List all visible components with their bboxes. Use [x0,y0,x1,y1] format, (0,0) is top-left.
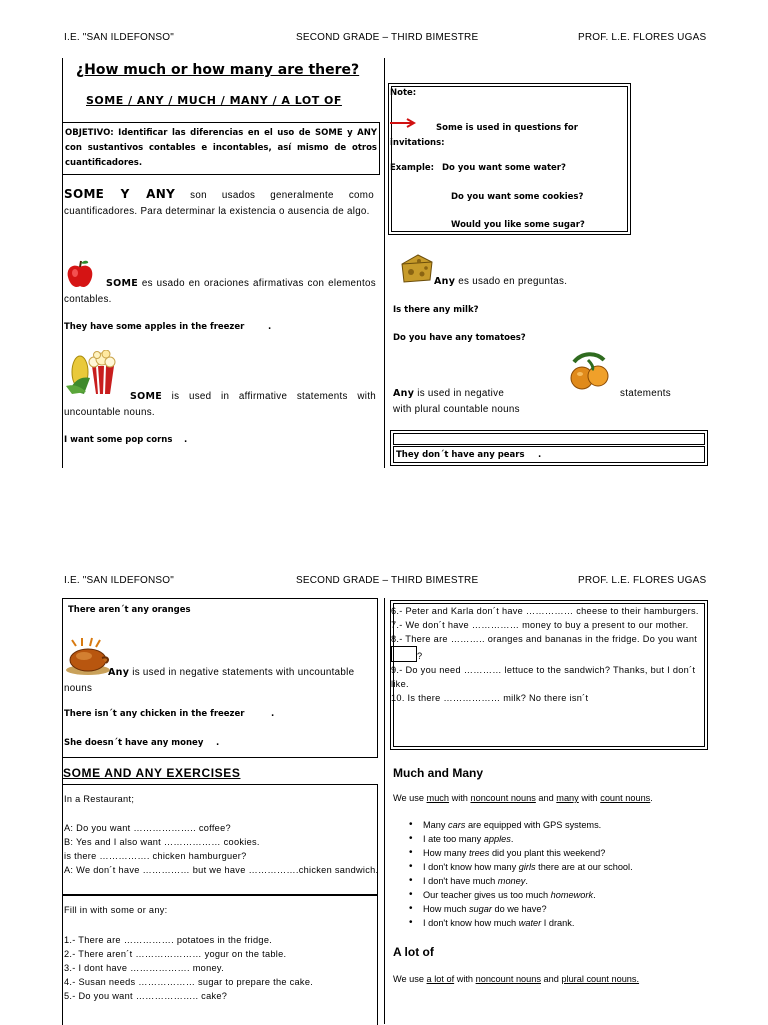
dialogue [64,821,378,877]
list-item: • Our teacher gives us too much homework. [393,888,633,902]
column-divider-2 [384,598,385,1024]
note-example-3: Would you like some sugar? [451,220,585,230]
any-uncountable-text: is used in negative statements with uncountable nouns [64,667,355,694]
some-countable-example: They have some apples in the freezer [64,322,245,332]
list-item: • How many trees did you plant this weekend? [393,846,633,860]
any-word-3: Any [108,667,130,678]
exercise-item: 4.- Susan needs ……………… sugar to prepare the cake. [64,977,314,987]
some-uncountable-text: is used in affirmative statements with uncountable nouns. [64,391,376,418]
any-negative-line [393,388,504,399]
any-negative-example: They don´t have any pears [396,450,525,460]
note-box [391,86,628,232]
some-word-1: SOME [106,278,139,289]
much-many-title: Much and Many [393,766,484,780]
list-item: • I don't know how many girls there are at our school. [393,860,633,874]
much-many-intro: We use much with noncount nouns and many with count nouns. [393,793,653,803]
any-negative-text-b: statements [620,388,671,399]
some-uncountable-paragraph [64,389,376,421]
dialogue-line: A: Do you want ……………….. coffee? [64,823,231,833]
fill-label: Fill in with some or any: [64,905,168,915]
any-negative-text-a: is used in negative [414,388,505,399]
fill-items [64,933,313,1003]
list-item: • I don't know how much water I drank. [393,916,633,930]
some-any-lead: SOME Y ANY [64,187,176,201]
some-any-text: son usados generalmente como cuantificadores. Para determinar la existencia o ausencia de algo. [64,190,375,217]
any-uncountable-example-1: There isn´t any chicken in the freezer [64,709,245,719]
note-text: Some is used in questions for invitations: [390,123,578,148]
teacher-name: PROF. L.E. FLORES UGAS [578,32,707,43]
exercise-item: 2.- There aren´t ………………… yogur on the table. [64,949,287,959]
any-question-example-2: Do you have any tomatoes? [393,333,526,343]
list-item: • I ate too many apples. [393,832,633,846]
any-questions-line [434,276,567,287]
exercise-item: 6.- Peter and Karla don´t have …………… cheese to their hamburgers. [391,606,699,616]
exercise-item: 9.- Do you need ………… lettuce to the sandwich? Thanks, but I don´t like. [391,665,696,689]
dialogue-line: A: We don´t have …………… but we have …………….chicken sandwich. [64,865,379,875]
right-items [391,604,705,705]
dialogue-line: is there ……………. chicken hamburguer? [64,851,247,861]
list-item: • How much sugar do we have? [393,902,633,916]
any-word-2: Any [393,388,415,399]
teacher-name-2: PROF. L.E. FLORES UGAS [578,575,707,586]
list-item: • I don't have much money. [393,874,633,888]
grade-label: SECOND GRADE – THIRD BIMESTRE [296,32,479,43]
objective-box: OBJETIVO: Identificar las diferencias en el uso de SOME y ANY con sustantivos contables e incontables, así mismo de otros cuantificadores. [62,122,380,175]
any-uncountable-example-2: She doesn´t have any money [64,738,204,748]
any-uncountable-paragraph [64,665,376,697]
some-uncountable-example: I want some pop corns [64,435,173,445]
example-box-top [393,433,705,445]
a-lot-of-title: A lot of [393,945,434,959]
note-label: Note: [390,88,417,98]
some-countable-paragraph [64,276,376,308]
school-name-2: I.E. "SAN ILDEFONSO" [64,575,175,586]
exercise-item: 7.- We don´t have …………… money to buy a present to our mother. [391,620,689,630]
any-question-example-1: Is there any milk? [393,305,479,315]
exercises-title: SOME AND ANY EXERCISES [63,766,241,780]
any-negative-text-c: with plural countable nouns [393,404,520,415]
some-countable-text: es usado en oraciones afirmativas con elementos contables. [64,278,376,305]
restaurant-label: In a Restaurant; [64,794,135,804]
exercise-item: 10. Is there ……………… milk? No there isn´t [391,693,589,703]
cheese-icon [400,252,434,284]
page-subtitle: SOME / ANY / MUCH / MANY / A LOT OF [86,94,342,107]
a-lot-of-intro: We use a lot of with noncount nouns and plural count nouns. [393,974,640,984]
exercise-item: 5.- Do you want ……………….. cake? [64,991,228,1001]
exercise-item: 1.- There are ……………. potatoes in the fridge. [64,935,273,945]
dialogue-line: B: Yes and I also want ……………… cookies. [64,837,260,847]
note-example-label: Example: [390,163,435,173]
exercise-item: 3.- I dont have ………………. money. [64,963,224,973]
exercise-item: 8.- There are ……….. oranges and bananas in the fridge. Do you want ? [391,634,698,661]
note-example-1: Do you want some water? [442,163,566,173]
any-questions-text: es usado en preguntas. [455,276,568,287]
some-any-paragraph [64,186,374,220]
left-border [62,58,63,468]
example-list [393,818,633,930]
column-divider [384,58,385,468]
some-word-2: SOME [130,391,163,402]
pears-icon [568,350,612,392]
any-word-1: Any [434,276,456,287]
list-item: • Many cars are equipped with GPS systems. [393,818,633,832]
any-box-title: There aren´t any oranges [68,605,191,615]
school-name: I.E. "SAN ILDEFONSO" [64,32,175,43]
page-title: ¿How much or how many are there? [76,62,360,78]
answer-blank-box[interactable] [391,646,417,662]
grade-label-2: SECOND GRADE – THIRD BIMESTRE [296,575,479,586]
note-example-2: Do you want some cookies? [451,192,584,202]
